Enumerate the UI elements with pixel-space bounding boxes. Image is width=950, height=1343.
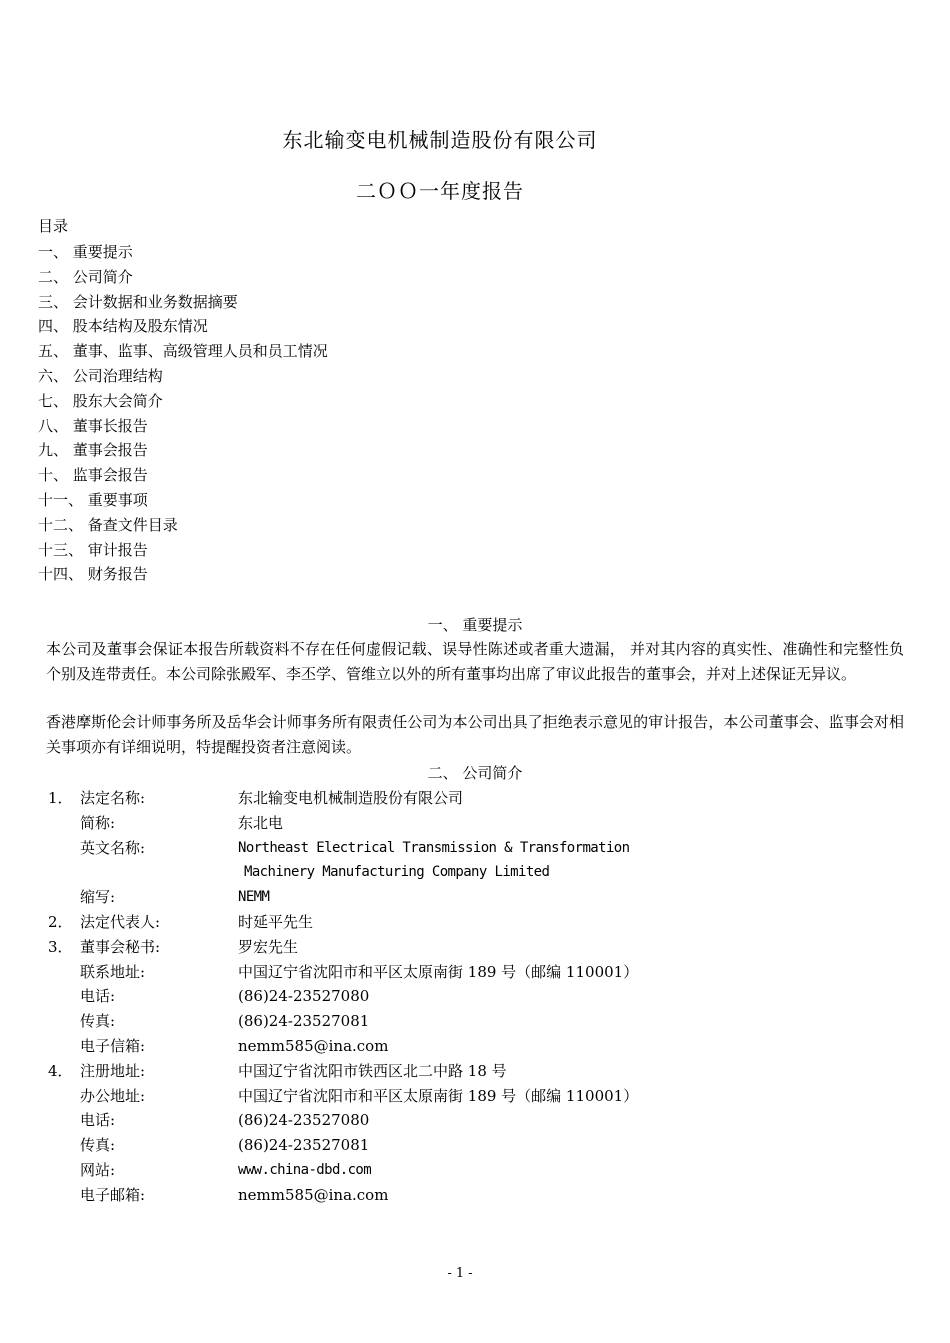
toc-item: 十三、 审计报告 [38, 540, 148, 559]
item-number: 4． [48, 1061, 73, 1080]
profile-row [0, 1084, 950, 1109]
field-value: 东北输变电机械制造股份有限公司 [238, 789, 464, 807]
email-link[interactable]: nemm585@ina.com [238, 1185, 389, 1204]
field-label: 电话: [80, 1111, 116, 1130]
field-label: 电话: [80, 987, 116, 1006]
field-label: 传真: [80, 1136, 116, 1155]
field-value: (86)24-23527081 [238, 1136, 370, 1155]
company-profile-list [0, 786, 950, 1208]
toc-item: 十四、 财务报告 [38, 565, 148, 584]
notice-paragraph-1: 本公司及董事会保证本报告所载资料不存在任何虚假记载、误导性陈述或者重大遗漏， 并对其内容的真实性、准确性和完整性负个别及连带责任。本公司除张殿军、李丕学、管维立以外的所有董事均出席了审议此报告的董事会，并对上述保证无异议。 [46, 640, 904, 683]
item-number: 2． [48, 912, 73, 931]
toc-item: 四、 股本结构及股东情况 [38, 317, 208, 336]
profile-row [0, 786, 950, 811]
website-link[interactable]: www.china-dbd.com [238, 1161, 372, 1178]
toc-item: 五、 董事、监事、高级管理人员和员工情况 [38, 342, 328, 361]
field-label: 英文名称: [80, 838, 146, 857]
profile-row [0, 860, 950, 885]
profile-row [0, 960, 950, 985]
profile-row [0, 1183, 950, 1208]
field-label: 联系地址: [80, 962, 146, 981]
report-title: 二ＯＯ一年度报告 [356, 179, 524, 203]
toc-item: 六、 公司治理结构 [38, 366, 163, 385]
field-label: 电子邮箱: [80, 1185, 146, 1204]
toc-item: 三、 会计数据和业务数据摘要 [38, 292, 238, 311]
company-title: 东北输变电机械制造股份有限公司 [282, 128, 598, 152]
field-value: (86)24-23527080 [238, 987, 370, 1006]
field-label: 电子信箱: [80, 1036, 146, 1055]
profile-row [0, 1034, 950, 1059]
toc-item: 七、 股东大会简介 [38, 391, 163, 410]
profile-row [0, 1108, 950, 1133]
toc-item: 十二、 备查文件目录 [38, 515, 178, 534]
field-value: 时延平先生 [238, 912, 314, 931]
field-label: 缩写: [80, 888, 116, 907]
field-value: 中国辽宁省沈阳市和平区太原南街 189 号（邮编 110001） [238, 1086, 639, 1105]
profile-row [0, 935, 950, 960]
toc-item: 十、 监事会报告 [38, 466, 148, 485]
toc-item: 八、 董事长报告 [38, 416, 148, 435]
field-label: 办公地址: [80, 1086, 146, 1105]
field-value: (86)24-23527080 [238, 1111, 370, 1130]
profile-row [0, 1059, 950, 1084]
field-value: 中国辽宁省沈阳市铁西区北二中路 18 号 [238, 1061, 507, 1080]
field-label: 法定名称: [80, 789, 146, 807]
profile-row [0, 910, 950, 935]
item-number: 1． [48, 789, 73, 807]
email-link[interactable]: nemm585@ina.com [238, 1036, 389, 1055]
section-title-important-notice: 一、 重要提示 [427, 616, 523, 634]
profile-row [0, 1133, 950, 1158]
toc-heading: 目录 [38, 217, 69, 235]
page-number: - 1 - [447, 1266, 473, 1281]
profile-row [0, 1009, 950, 1034]
field-value-abbreviation: NEMM [238, 889, 270, 906]
notice-paragraph-2: 香港摩斯伦会计师事务所及岳华会计师事务所有限责任公司为本公司出具了拒绝表示意见的审计报告，本公司董事会、监事会对相关事项亦有详细说明，特提醒投资者注意阅读。 [46, 713, 904, 756]
field-value: (86)24-23527081 [238, 1012, 370, 1031]
field-value: 中国辽宁省沈阳市和平区太原南街 189 号（邮编 110001） [238, 962, 639, 981]
profile-row [0, 836, 950, 861]
table-of-contents [38, 240, 328, 587]
toc-item: 一、 重要提示 [38, 243, 133, 261]
field-label: 法定代表人: [80, 912, 161, 931]
field-value: 东北电 [238, 813, 284, 832]
field-label: 网站: [80, 1160, 116, 1179]
toc-item: 九、 董事会报告 [38, 441, 148, 460]
toc-item: 十一、 重要事项 [38, 490, 148, 509]
profile-row [0, 885, 950, 910]
field-value: 罗宏先生 [238, 937, 299, 956]
profile-row [0, 984, 950, 1009]
field-label: 注册地址: [80, 1061, 146, 1080]
section-title-company-profile: 二、 公司简介 [427, 764, 523, 782]
field-label: 简称: [80, 813, 116, 832]
toc-item: 二、 公司简介 [38, 267, 133, 286]
profile-row [0, 1158, 950, 1183]
field-label: 传真: [80, 1012, 116, 1031]
field-value-english-name: Northeast Electrical Transmission & Transformation [238, 839, 630, 856]
field-label: 董事会秘书: [80, 937, 161, 956]
field-value-english-name-cont: Machinery Manufacturing Company Limited [244, 864, 550, 881]
item-number: 3． [48, 937, 73, 956]
profile-row [0, 811, 950, 836]
